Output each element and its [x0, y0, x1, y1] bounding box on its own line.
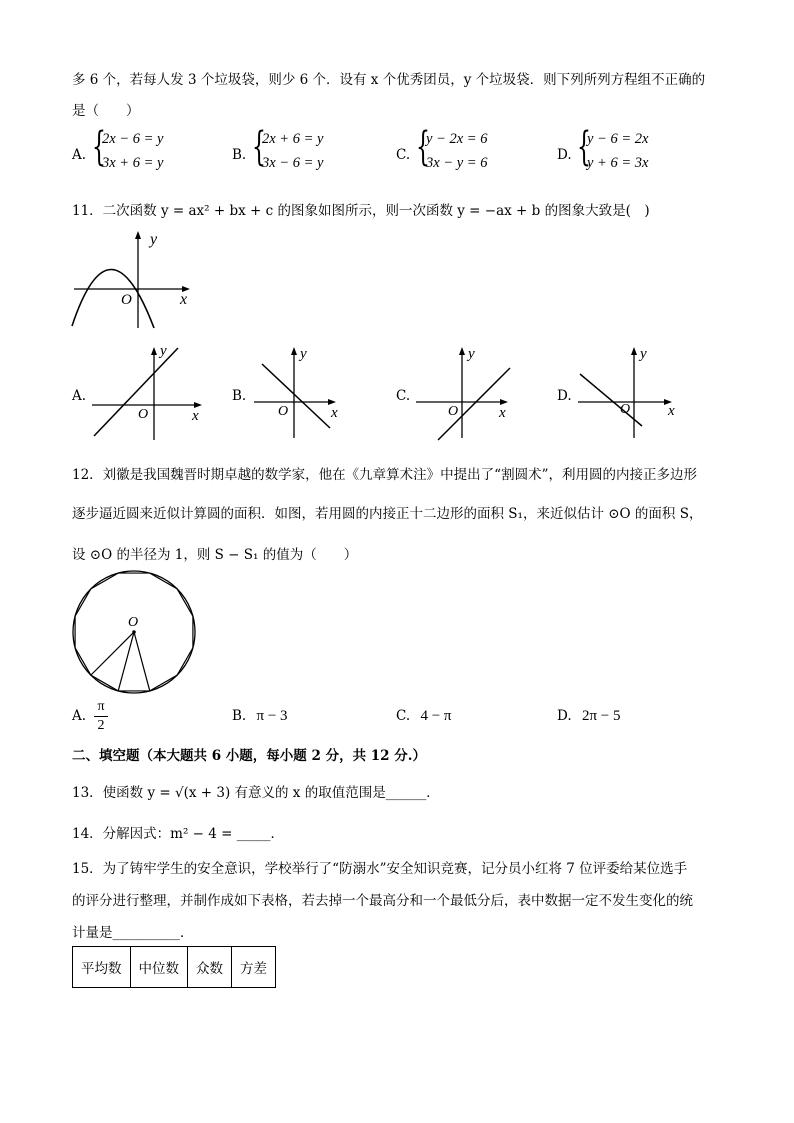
- q12-text-line3: 设 ⊙O 的半径为 1，则 S − S₁ 的值为（ ）: [72, 547, 358, 563]
- y-label: y: [640, 346, 647, 362]
- statistics-table: [72, 946, 276, 988]
- x-label: x: [192, 408, 199, 424]
- y-label: y: [150, 231, 158, 248]
- option-value: 2π − 5: [581, 708, 621, 724]
- option-value: 4 − π: [420, 708, 452, 724]
- equation-2: y + 6 = 3x: [587, 155, 649, 171]
- origin-label: O: [620, 402, 631, 417]
- parabola-curve: [72, 269, 154, 328]
- x-label: x: [668, 403, 675, 419]
- q10-text-line2: 是（ ）: [72, 103, 140, 119]
- q15-text-line1: 15．为了铸牢学生的安全意识，学校举行了“防溺水”安全知识竞赛，记分员小红将 7 位评委给某位选手: [72, 861, 688, 877]
- option-label: C.: [396, 147, 411, 163]
- equation-1: 2x − 6 = y: [102, 131, 164, 147]
- option-label: D.: [557, 147, 572, 163]
- fraction-bar: [94, 716, 108, 717]
- option-label: D.: [557, 708, 572, 724]
- radius-line-3: [134, 632, 150, 691]
- x-label: x: [499, 405, 506, 421]
- q14-text: 14．分解因式：m² − 4 = _____．: [72, 826, 285, 842]
- y-arrow-icon: [459, 347, 465, 355]
- radius-line-2: [118, 632, 134, 691]
- q11-stem: 11．二次函数 y = ax² + bx + c 的图象如图所示，则一次函数 y = −ax + b 的图象大致是( ): [72, 203, 650, 219]
- option-label: A.: [72, 147, 87, 163]
- linear-graph-line: [262, 364, 330, 428]
- option-label: A.: [72, 708, 87, 724]
- fraction-numerator: π: [97, 699, 105, 714]
- equation-1: y − 2x = 6: [426, 131, 488, 147]
- q11-option-a-label[interactable]: A.: [72, 388, 87, 404]
- q10-text-line1: 多 6 个，若每人发 3 个垃圾袋，则少 6 个．设有 x 个优秀团员，y 个垃圾袋．则下列所列方程组不正确的: [72, 72, 706, 88]
- table-cell-mode: 众数: [188, 947, 232, 988]
- y-arrow-icon: [291, 347, 297, 355]
- q11-option-a-graph[interactable]: [88, 342, 208, 442]
- x-label: x: [331, 405, 338, 421]
- option-label: B.: [232, 147, 247, 163]
- table-cell-median: 中位数: [130, 947, 188, 988]
- q11-option-c-label[interactable]: C.: [396, 388, 411, 404]
- y-label: y: [468, 346, 475, 362]
- q12-text-line2: 逐步逼近圆来近似计算圆的面积．如图，若用圆的内接正十二边形的面积 S₁，来近似估计 ⊙O 的面积 S，: [72, 506, 703, 522]
- q12-option-b[interactable]: [232, 708, 288, 725]
- equation-2: 3x − 6 = y: [262, 155, 324, 171]
- y-arrow-icon: [631, 347, 637, 355]
- linear-graph-line: [580, 374, 642, 426]
- brace-glyph: {: [577, 124, 591, 170]
- y-label: y: [160, 343, 167, 359]
- q15-text-line3: 计量是__________．: [72, 925, 194, 941]
- q12-text-line1: 12．刘徽是我国魏晋时期卓越的数学家，他在《九章算术注》中提出了“割圆术”，利用圆的内接正多边形: [72, 467, 697, 483]
- y-label: y: [300, 346, 307, 362]
- q11-option-c-graph[interactable]: [412, 342, 522, 442]
- center-label: O: [128, 615, 139, 630]
- radius-line-1: [91, 632, 134, 675]
- equation-2: 3x − y = 6: [426, 155, 488, 171]
- q12-dodecagon-figure: [70, 570, 198, 698]
- y-arrow-icon: [151, 347, 157, 355]
- q11-option-b-graph[interactable]: [250, 342, 350, 442]
- origin-label: O: [121, 292, 132, 308]
- q13-text: 13．使函数 y = √(x + 3) 有意义的 x 的取值范围是______．: [72, 785, 440, 801]
- brace-glyph: {: [92, 124, 106, 170]
- q11-option-b-label[interactable]: B.: [232, 388, 247, 404]
- brace-glyph: {: [416, 124, 430, 170]
- origin-label: O: [448, 404, 459, 419]
- q11-option-d-label[interactable]: D.: [557, 388, 572, 404]
- origin-label: O: [138, 407, 149, 422]
- y-arrow-icon: [135, 231, 141, 239]
- q12-option-c[interactable]: [396, 708, 451, 725]
- brace-glyph: {: [252, 124, 266, 170]
- table-row: [73, 947, 276, 988]
- x-label: x: [180, 291, 188, 308]
- equation-2: 3x + 6 = y: [102, 155, 164, 171]
- fraction-denominator: 2: [97, 718, 105, 733]
- section-heading: 二、填空题（本大题共 6 小题，每小题 2 分，共 12 分.）: [72, 748, 426, 764]
- equation-1: 2x + 6 = y: [262, 131, 324, 147]
- origin-label: O: [278, 404, 289, 419]
- q15-text-line2: 的评分进行整理，并制作成如下表格，若去掉一个最高分和一个最低分后，表中数据一定不发生变化的统: [72, 893, 693, 909]
- option-label: C.: [396, 708, 411, 724]
- q11-option-d-graph[interactable]: [574, 342, 684, 442]
- table-cell-mean: 平均数: [73, 947, 131, 988]
- option-value: π − 3: [256, 708, 288, 724]
- equation-1: y − 6 = 2x: [587, 131, 649, 147]
- q12-option-d[interactable]: [557, 708, 620, 725]
- center-point: [132, 630, 136, 634]
- option-label: B.: [232, 708, 247, 724]
- fraction-pi-over-2: [94, 699, 108, 734]
- q11-parabola-graph: [68, 226, 198, 332]
- table-cell-variance: 方差: [232, 947, 276, 988]
- linear-graph-line: [94, 348, 178, 436]
